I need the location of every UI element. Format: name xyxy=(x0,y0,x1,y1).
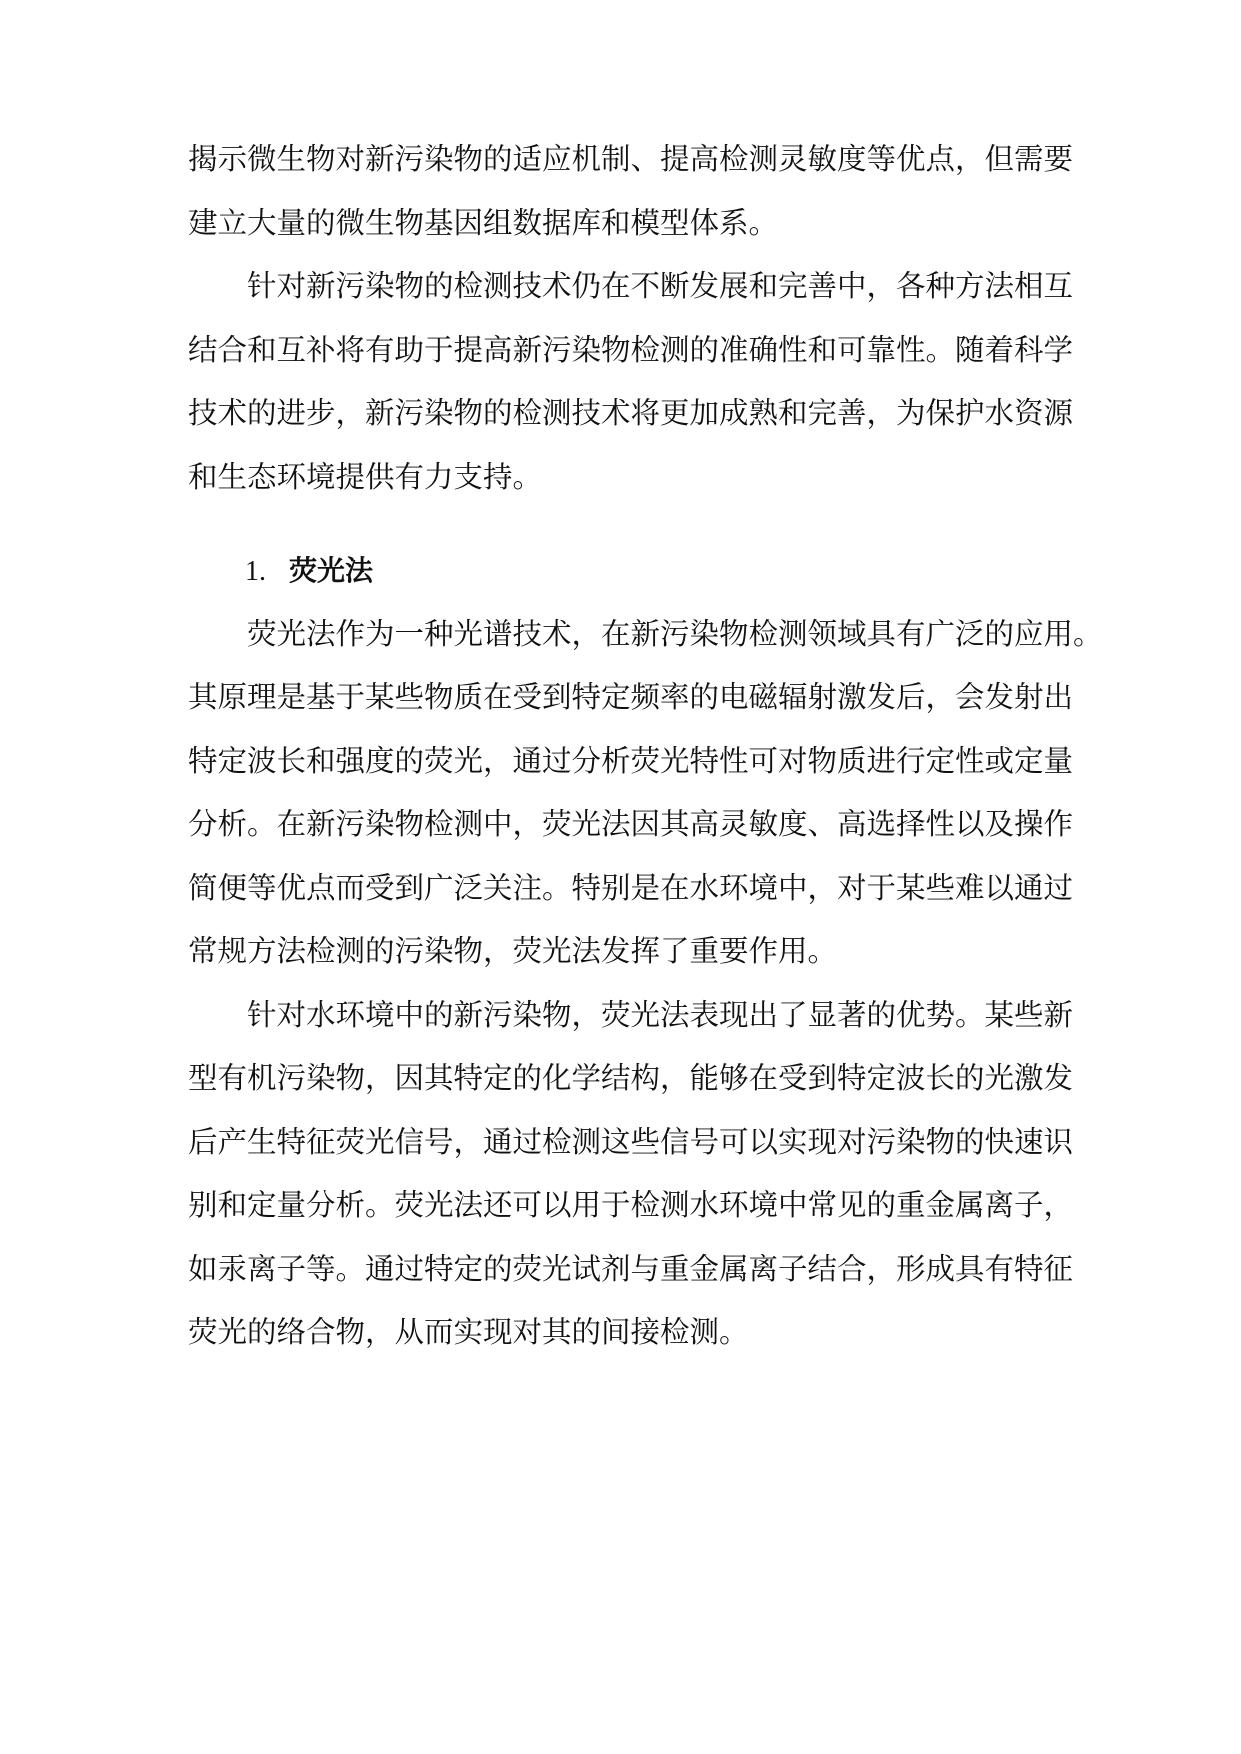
text-line: 后产生特征荧光信号，通过检测这些信号可以实现对污染物的快速识 xyxy=(188,1124,1074,1159)
text-line: 其原理是基于某些物质在受到特定频率的电磁辐射激发后，会发射出 xyxy=(188,680,1074,714)
text-line: 技术的进步，新污染物的检测技术将更加成熟和完善，为保护水资源 xyxy=(188,396,1074,430)
section-title: 荧光法 xyxy=(289,554,374,587)
paragraph-2 xyxy=(188,255,1074,509)
text-line: 建立大量的微生物基因组数据库和模型体系。 xyxy=(188,205,779,240)
text-line: 和生态环境提供有力支持。 xyxy=(188,459,543,494)
text-line: 常规方法检测的污染物，荧光法发挥了重要作用。 xyxy=(188,934,838,968)
text-line: 荧光法作为一种光谱技术，在新污染物检测领域具有广泛的应用。 xyxy=(247,616,1103,651)
text-line: 针对新污染物的检测技术仍在不断发展和完善中，各种方法相互 xyxy=(247,269,1074,303)
text-line: 揭示微生物对新污染物的适应机制、提高检测灵敏度等优点，但需要 xyxy=(188,142,1074,176)
paragraph-1 xyxy=(188,128,1074,255)
text-line: 如汞离子等。通过特定的荧光试剂与重金属离子结合，形成具有特征 xyxy=(188,1251,1074,1286)
text-line: 针对水环境中的新污染物，荧光法表现出了显著的优势。某些新 xyxy=(247,997,1074,1032)
paragraph-3 xyxy=(188,603,1103,984)
text-line: 结合和互补将有助于提高新污染物检测的准确性和可靠性。随着科学 xyxy=(188,332,1074,367)
text-line: 别和定量分析。荧光法还可以用于检测水环境中常见的重金属离子， xyxy=(188,1188,1074,1222)
text-line: 型有机污染物，因其特定的化学结构，能够在受到特定波长的光激发 xyxy=(188,1061,1074,1095)
section-number: 1. xyxy=(245,556,266,587)
paragraph-4 xyxy=(188,984,1074,1365)
section-heading xyxy=(188,539,1053,603)
text-line: 荧光的络合物，从而实现对其的间接检测。 xyxy=(188,1315,749,1349)
document-page xyxy=(188,128,1103,1365)
text-line: 简便等优点而受到广泛关注。特别是在水环境中，对于某些难以通过 xyxy=(188,870,1074,905)
text-line: 特定波长和强度的荧光，通过分析荧光特性可对物质进行定性或定量 xyxy=(188,743,1074,778)
text-line: 分析。在新污染物检测中，荧光法因其高灵敏度、高选择性以及操作 xyxy=(188,807,1074,841)
section-heading-block xyxy=(188,539,1053,603)
